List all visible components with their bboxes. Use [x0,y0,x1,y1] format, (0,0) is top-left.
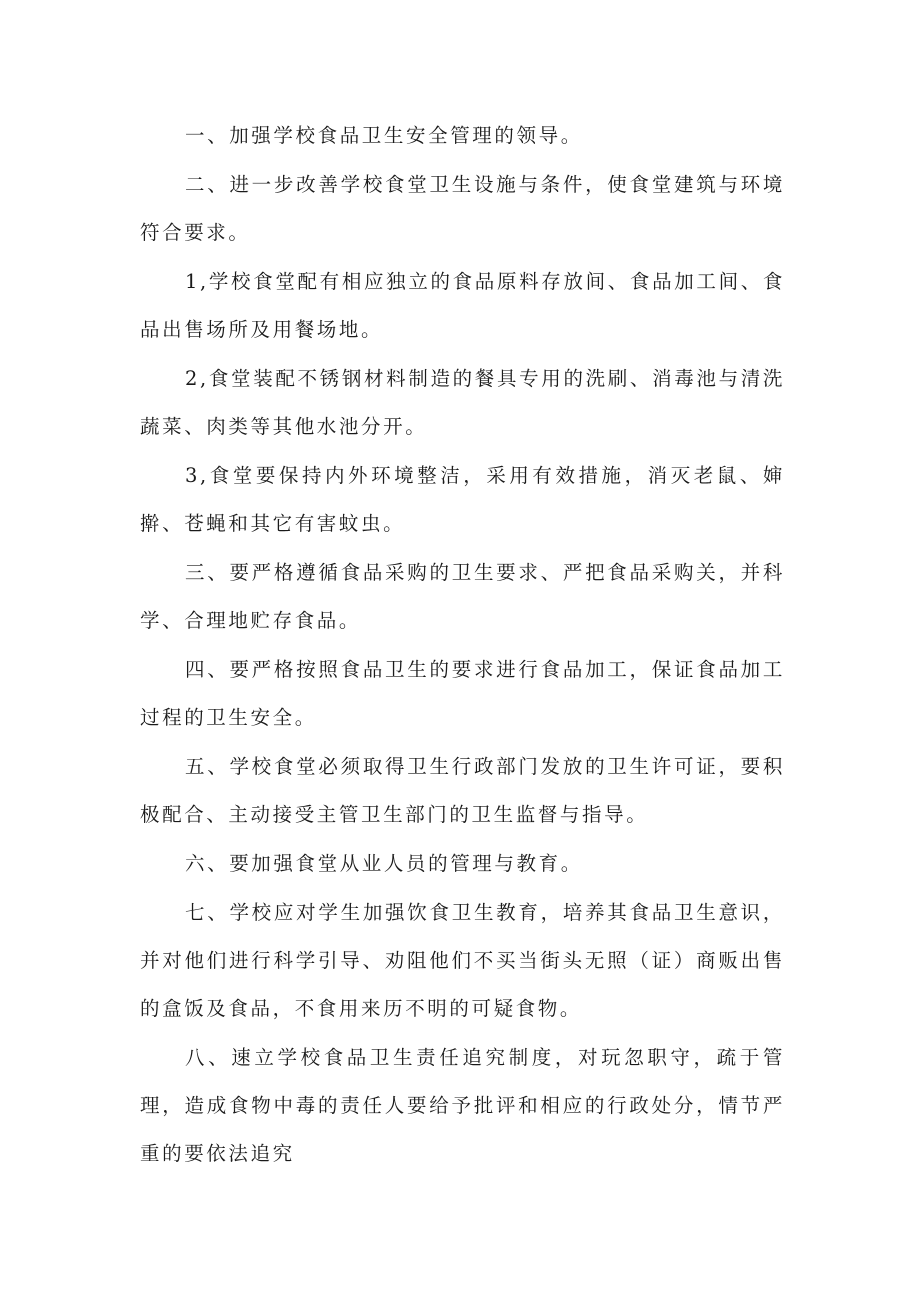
paragraph-5: 3,食堂要保持内外环境整洁，采用有效措施，消灭老鼠、婶擀、苍蝇和其它有害蚊虫。 [140,464,785,535]
paragraph-4: 2,食堂装配不锈钢材料制造的餐具专用的洗刷、消毒池与清洗蔬菜、肉类等其他水池分开。 [140,367,785,438]
paragraph-10: 七、学校应对学生加强饮食卫生教育，培养其食品卫生意识，并对他们进行科学引导、劝阻他们不买当街头无照（证）商贩出售的盒饭及食品，不食用来历不明的可疑食物。 [140,901,785,1020]
paragraph-9: 六、要加强食堂从业人员的管理与教育。 [185,852,583,875]
paragraph-7: 四、要严格按照食品卫生的要求进行食品加工，保证食品加工过程的卫生安全。 [140,658,785,729]
paragraph-6: 三、要严格遵循食品采购的卫生要求、严把食品采购关，并科学、合理地贮存食品。 [140,561,785,632]
paragraph-1: 一、加强学校食品卫生安全管理的领导。 [185,124,583,147]
paragraph-8: 五、学校食堂必须取得卫生行政部门发放的卫生许可证，要积极配合、主动接受主管卫生部门的卫生监督与指导。 [140,755,785,826]
paragraph-3: 1,学校食堂配有相应独立的食品原料存放间、食品加工间、食品出售场所及用餐场地。 [140,270,785,341]
paragraph-11: 八、速立学校食品卫生责任追究制度，对玩忽职守，疏于管理，造成食物中毒的责任人要给予批评和相应的行政处分，情节严重的要依法追究 [140,1046,785,1165]
document-body [140,112,785,1179]
paragraph-2: 二、进一步改善学校食堂卫生设施与条件，使食堂建筑与环境符合要求。 [140,173,785,244]
